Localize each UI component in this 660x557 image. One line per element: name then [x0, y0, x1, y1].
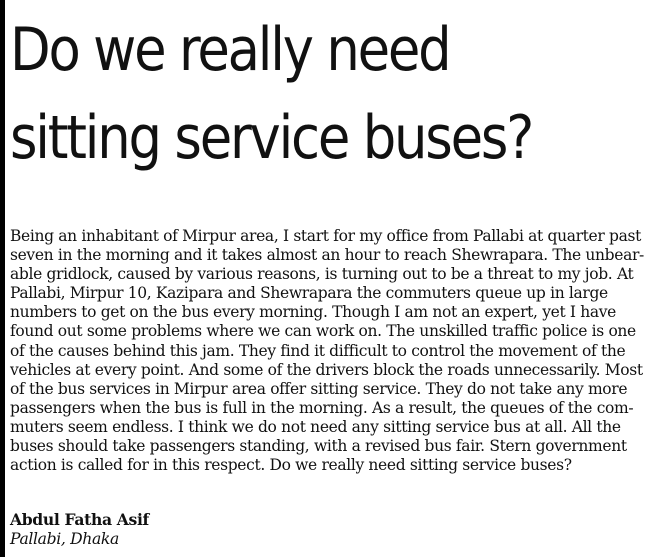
body-line: muters seem endless. I think we do not need any sitting service bus at all. All the [10, 417, 621, 436]
author-name: Abdul Fatha Asif [10, 510, 149, 529]
body-line: passengers when the bus is full in the morning. As a result, the queues of the com- [10, 398, 634, 417]
author-location: Pallabi, Dhaka [10, 530, 119, 548]
body-line: buses should take passengers standing, with a revised bus fair. Stern government [10, 437, 627, 456]
body-line: of the bus services in Mirpur area offer sitting service. They do not take any more [10, 379, 628, 398]
column-rule [0, 0, 5, 557]
headline [10, 6, 580, 182]
body-line: of the causes behind this jam. They find it difficult to control the movement of the [10, 341, 626, 360]
body-line: able gridlock, caused by various reasons, is turning out to be a threat to my job. At [10, 265, 634, 284]
body-line: vehicles at every point. And some of the drivers block the roads unnecessarily. Most [10, 360, 643, 379]
headline-line-2: sitting service buses? [10, 103, 533, 173]
body-line: seven in the morning and it takes almost an hour to reach Shewrapara. The unbear- [10, 246, 644, 265]
body-line: Being an inhabitant of Mirpur area, I start for my office from Pallabi at quarter past [10, 227, 641, 245]
letter-body [10, 227, 660, 475]
body-line: action is called for in this respect. Do we really need sitting service buses? [10, 456, 572, 475]
body-line: numbers to get on the bus every morning. Though I am not an expert, yet I have [10, 303, 617, 322]
body-line: found out some problems where we can work on. The unskilled traffic police is one [10, 322, 636, 341]
headline-line-1: Do we really need [10, 15, 450, 85]
body-line: Pallabi, Mirpur 10, Kazipara and Shewrapara the commuters queue up in large [10, 284, 608, 303]
